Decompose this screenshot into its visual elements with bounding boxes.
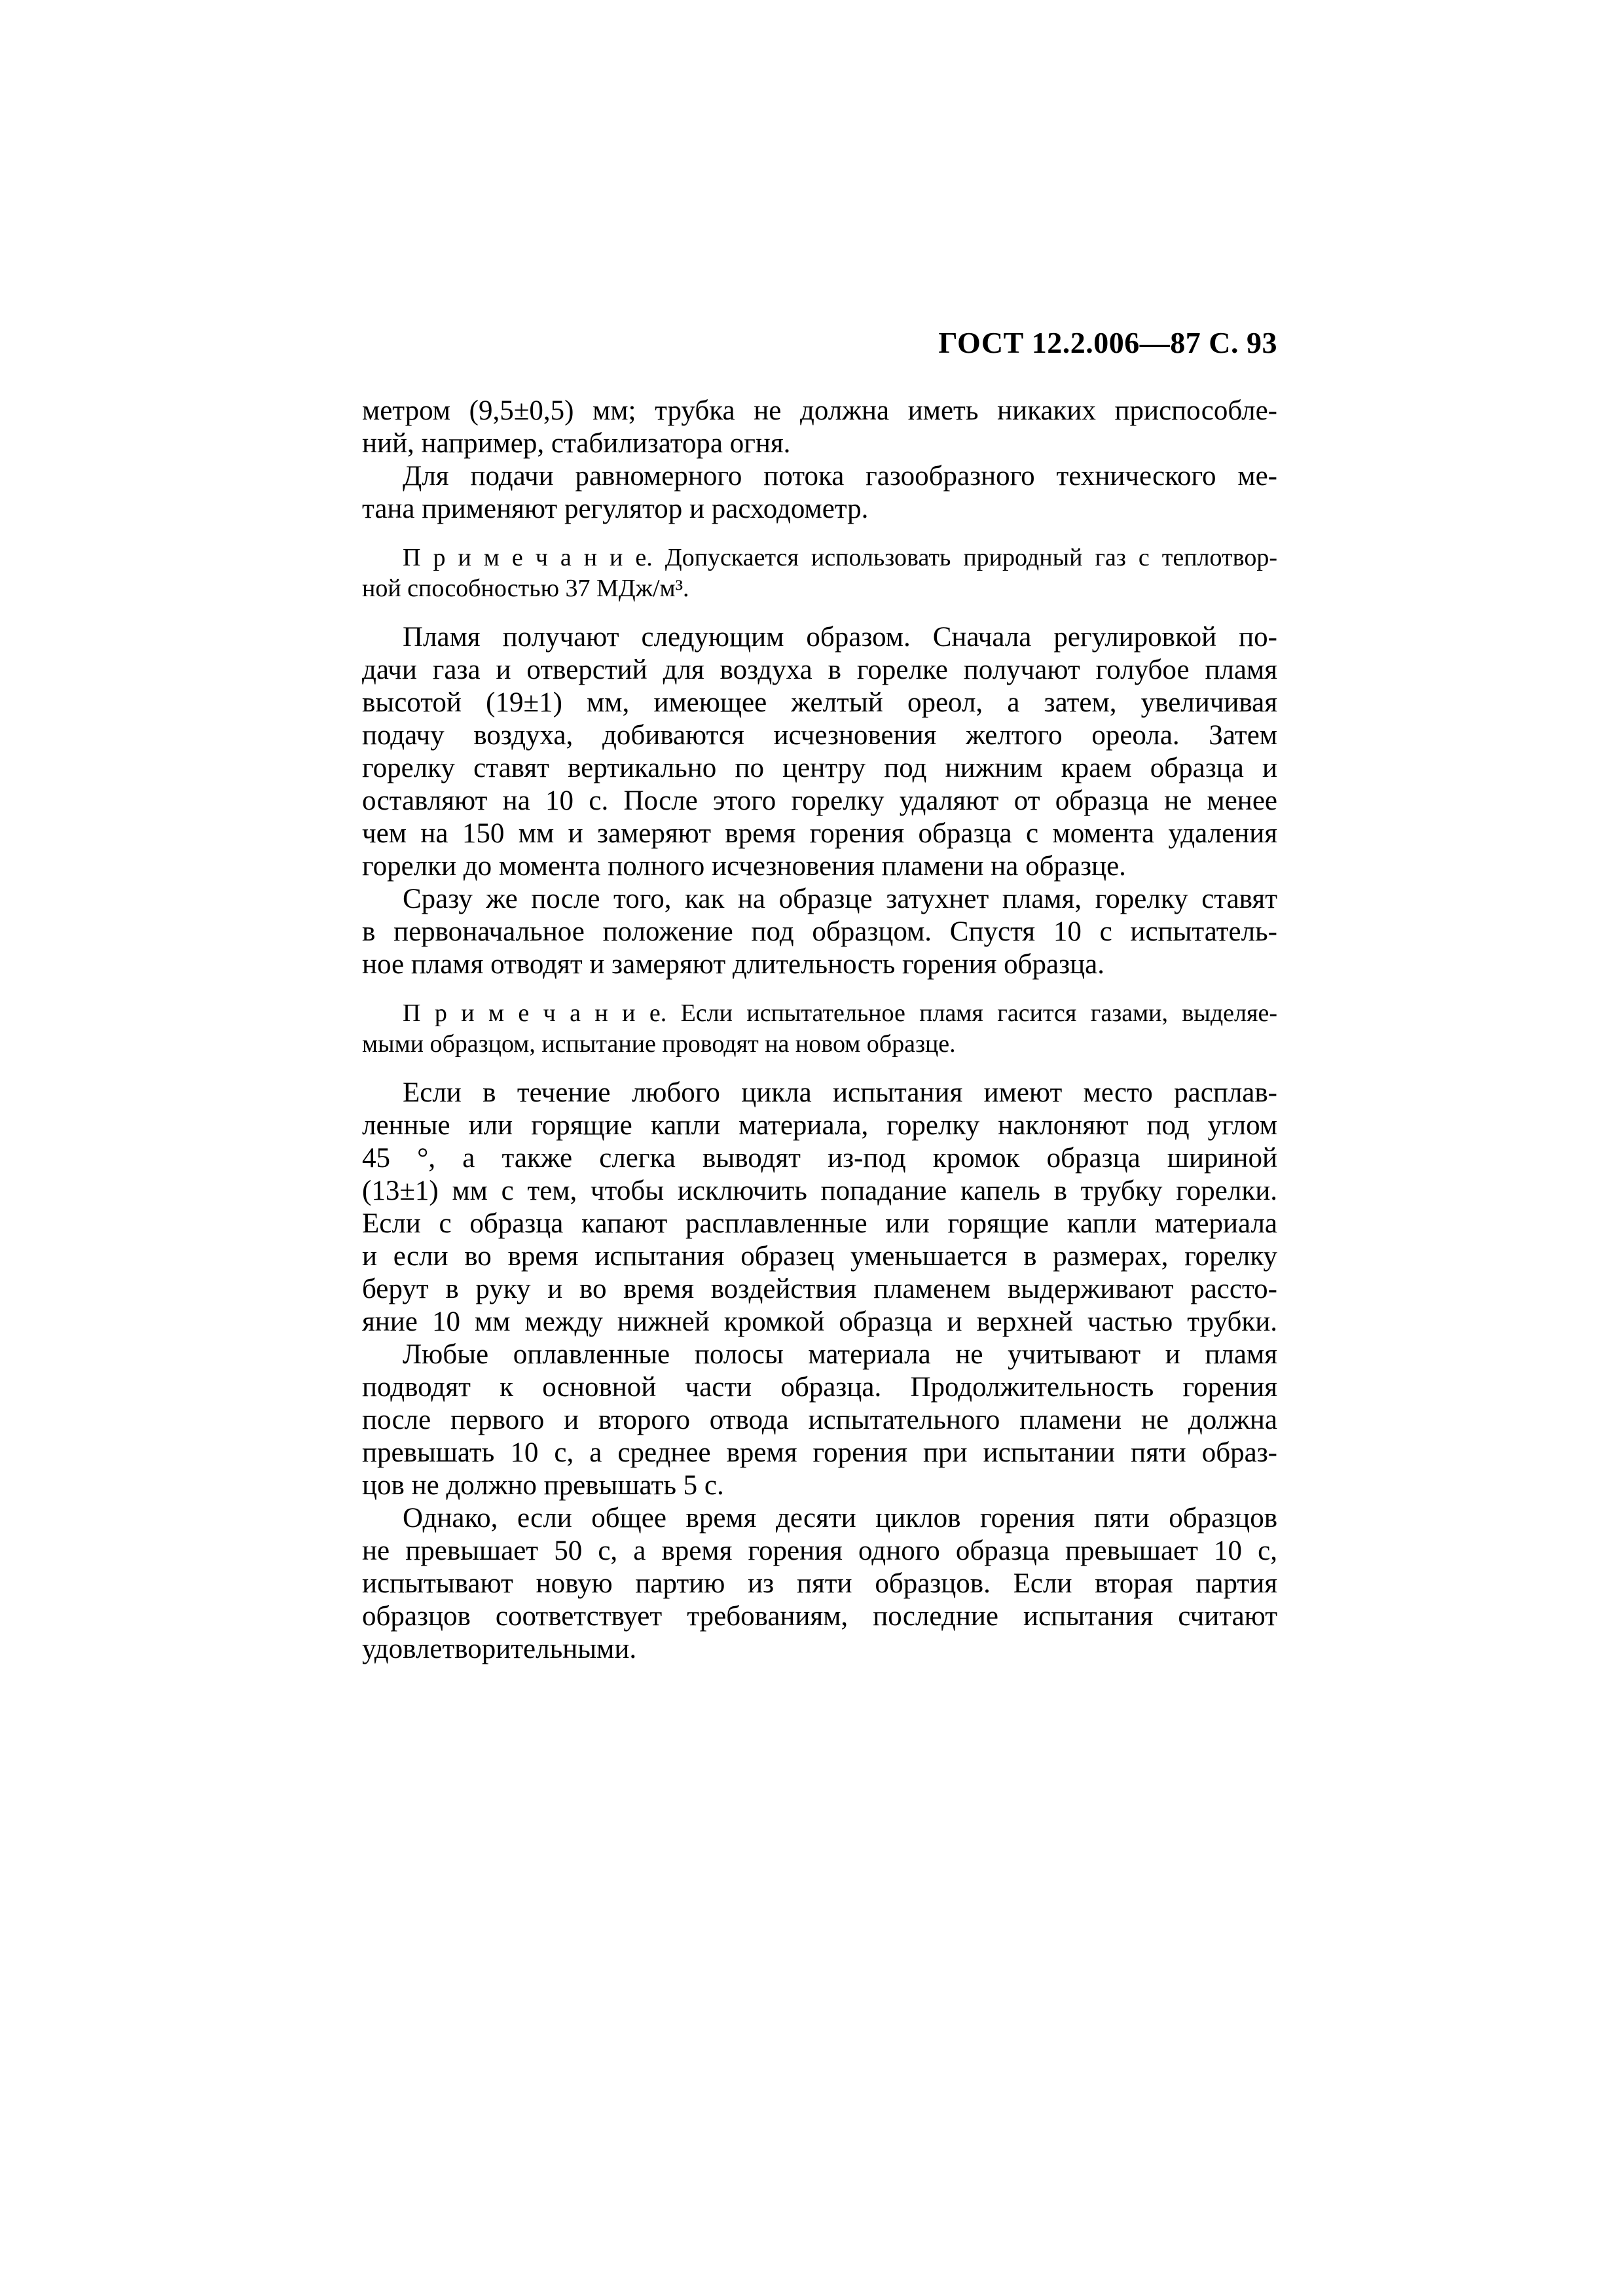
text-line: после первого и второго отвода испытательного пламени не должна	[362, 1405, 1277, 1435]
paragraph	[362, 883, 1277, 981]
paragraph	[362, 1077, 1277, 1338]
paragraph	[362, 1502, 1277, 1666]
text-line: мыми образцом, испытание проводят на новом образце.	[362, 1030, 956, 1058]
text-line: Если в течение любого цикла испытания имеют место расплав-	[403, 1077, 1277, 1108]
text-line: берут в руку и во время воздействия пламенем выдерживают рассто-	[362, 1274, 1277, 1304]
text-line: яние 10 мм между нижней кромкой образца и верхней частью трубки.	[362, 1306, 1277, 1337]
text-line: превышать 10 с, а среднее время горения при испытании пяти образ-	[362, 1437, 1277, 1468]
text-line: П р и м е ч а н и е. Если испытательное пламя гасится газами, выделяе-	[403, 999, 1277, 1027]
text-line: чем на 150 мм и замеряют время горения образца с момента удаления	[362, 818, 1277, 849]
text-line: подачу воздуха, добиваются исчезновения желтого ореола. Затем	[362, 720, 1277, 751]
text-line: Сразу же после того, как на образце затухнет пламя, горелку ставят	[403, 884, 1277, 914]
note	[362, 998, 1277, 1060]
text-line: цов не должно превышать 5 с.	[362, 1470, 724, 1501]
page-header: ГОСТ 12.2.006—87 С. 93	[938, 326, 1277, 359]
paragraph	[362, 460, 1277, 526]
text-line: удовлетворительными.	[362, 1634, 637, 1664]
text-line: горелки до момента полного исчезновения пламени на образце.	[362, 851, 1126, 882]
text-line: тана применяют регулятор и расходометр.	[362, 493, 869, 524]
text-line: дачи газа и отверстий для воздуха в горелке получают голубое пламя	[362, 655, 1277, 685]
text-line: 45 °, а также слегка выводят из-под кромок образца шириной	[362, 1143, 1277, 1174]
text-line: подводят к основной части образца. Продолжительность горения	[362, 1372, 1277, 1403]
text-line: метром (9,5±0,5) мм; трубка не должна иметь никаких приспособле-	[362, 395, 1277, 426]
text-line: Однако, если общее время десяти циклов горения пяти образцов	[403, 1503, 1277, 1534]
text-line: Для подачи равномерного потока газообразного технического ме-	[403, 461, 1277, 492]
paragraph	[362, 621, 1277, 883]
text-line: ное пламя отводят и замеряют длительность горения образца.	[362, 949, 1104, 980]
text-line: П р и м е ч а н и е. Допускается использовать природный газ с теплотвор-	[403, 544, 1277, 571]
text-line: оставляют на 10 с. После этого горелку удаляют от образца не менее	[362, 785, 1277, 816]
paragraph	[362, 1338, 1277, 1502]
text-line: не превышает 50 с, а время горения одного образца превышает 10 с,	[362, 1535, 1277, 1566]
text-line: (13±1) мм с тем, чтобы исключить попадание капель в трубку горелки.	[362, 1175, 1277, 1206]
text-line: образцов соответствует требованиям, последние испытания считают	[362, 1601, 1277, 1632]
text-line: горелку ставят вертикально по центру под нижним краем образца и	[362, 753, 1277, 783]
note	[362, 543, 1277, 604]
text-line: ленные или горящие капли материала, горелку наклоняют под углом	[362, 1110, 1277, 1141]
text-line: Любые оплавленные полосы материала не учитывают и пламя	[403, 1339, 1277, 1370]
text-line: и если во время испытания образец уменьшается в размерах, горелку	[362, 1241, 1277, 1272]
text-line: Если с образца капают расплавленные или горящие капли материала	[362, 1208, 1277, 1239]
text-line: испытывают новую партию из пяти образцов. Если вторая партия	[362, 1568, 1277, 1599]
text-line: в первоначальное положение под образцом. Спустя 10 с испытатель-	[362, 916, 1277, 947]
text-column	[362, 325, 1277, 1666]
text-line: ной способностью 37 МДж/м³.	[362, 575, 689, 602]
text-line: Пламя получают следующим образом. Сначала регулировкой по-	[403, 622, 1277, 653]
text-line: высотой (19±1) мм, имеющее желтый ореол, а затем, увеличивая	[362, 687, 1277, 718]
paragraph	[362, 395, 1277, 460]
text-line: ний, например, стабилизатора огня.	[362, 428, 791, 459]
